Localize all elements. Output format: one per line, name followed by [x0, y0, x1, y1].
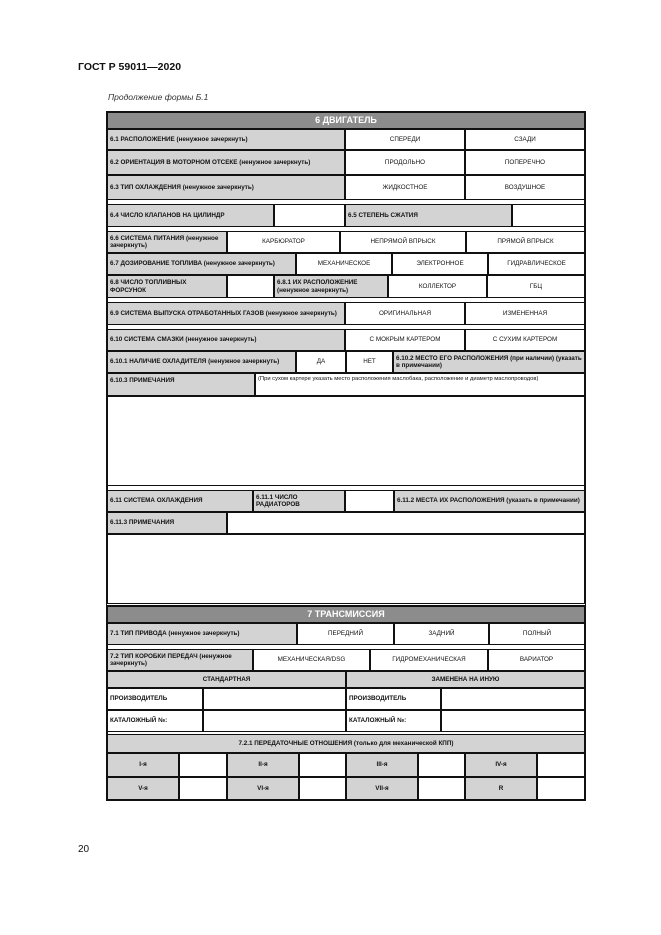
gear-3-label: III-я	[346, 753, 418, 777]
section-header-transmission: 7 ТРАНСМИССИЯ	[107, 606, 585, 623]
gear-5-label: V-я	[107, 777, 179, 800]
exhaust-modified-option[interactable]: ИЗМЕНЕННАЯ	[465, 302, 585, 325]
gear-7-ratio-input[interactable]	[418, 777, 465, 800]
engine-orientation-label: 6.2 ОРИЕНТАЦИЯ В МОТОРНОМ ОТСЕКЕ (ненужное зачеркнуть)	[107, 150, 345, 175]
oil-cooler-presence-label: 6.10.1 НАЛИЧИЕ ОХЛАДИТЕЛЯ (ненужное зачеркнуть)	[107, 351, 296, 373]
radiators-count-label: 6.11.1 ЧИСЛО РАДИАТОРОВ	[253, 490, 345, 512]
standard-manufacturer-label: ПРОИЗВОДИТЕЛЬ	[107, 688, 203, 710]
gearbox-manual-dsg-option[interactable]: МЕХАНИЧЕСКАЯ/DSG	[253, 649, 370, 671]
engine-location-rear-option[interactable]: СЗАДИ	[465, 129, 585, 150]
gearbox-automatic-option[interactable]: ГИДРОМЕХАНИЧЕСКАЯ	[370, 649, 488, 671]
lubrication-dry-sump-option[interactable]: С СУХИМ КАРТЕРОМ	[465, 329, 585, 351]
replaced-manufacturer-label: ПРОИЗВОДИТЕЛЬ	[346, 688, 441, 710]
gear-1-ratio-input[interactable]	[179, 753, 227, 777]
injectors-location-label: 6.8.1 ИХ РАСПОЛОЖЕНИЕ (ненужное зачеркнуть)	[274, 275, 388, 298]
gear-2-label: II-я	[227, 753, 299, 777]
section-header-engine: 6 ДВИГАТЕЛЬ	[107, 112, 585, 129]
cooling-type-label: 6.3 ТИП ОХЛАЖДЕНИЯ (ненужное зачеркнуть)	[107, 175, 345, 200]
exhaust-system-label: 6.9 СИСТЕМА ВЫПУСКА ОТРАБОТАННЫХ ГАЗОВ (ненужное зачеркнуть)	[107, 302, 345, 325]
document-id: ГОСТ Р 59011—2020	[78, 61, 182, 73]
reverse-gear-ratio-input[interactable]	[537, 777, 585, 800]
cooling-notes-textarea[interactable]	[107, 534, 585, 604]
fuel-system-label: 6.6 СИСТЕМА ПИТАНИЯ (ненужное зачеркнуть)	[107, 231, 227, 253]
fuel-dosing-electronic-option[interactable]: ЭЛЕКТРОННОЕ	[392, 253, 488, 275]
gearbox-type-label: 7.2 ТИП КОРОБКИ ПЕРЕДАЧ (ненужное зачеркнуть)	[107, 649, 253, 671]
notes-label: 6.10.3 ПРИМЕЧАНИЯ	[107, 373, 255, 396]
gearbox-cvt-option[interactable]: ВАРИАТОР	[488, 649, 585, 671]
standard-manufacturer-input[interactable]	[203, 688, 346, 710]
gear-4-ratio-input[interactable]	[537, 753, 585, 777]
injectors-cylinder-head-option[interactable]: ГБЦ	[487, 275, 585, 298]
engine-orientation-transverse-option[interactable]: ПОПЕРЕЧНО	[465, 150, 585, 175]
injectors-count-label: 6.8 ЧИСЛО ТОПЛИВНЫХ ФОРСУНОК	[107, 275, 227, 298]
fuel-dosing-mechanical-option[interactable]: МЕХАНИЧЕСКОЕ	[296, 253, 392, 275]
drive-type-all-wheel-option[interactable]: ПОЛНЫЙ	[489, 623, 585, 645]
gear-1-label: I-я	[107, 753, 179, 777]
cooling-type-air-option[interactable]: ВОЗДУШНОЕ	[465, 175, 585, 200]
gear-6-ratio-input[interactable]	[299, 777, 346, 800]
drive-type-label: 7.1 ТИП ПРИВОДА (ненужное зачеркнуть)	[107, 623, 297, 645]
fuel-system-carburetor-option[interactable]: КАРБЮРАТОР	[227, 231, 340, 253]
standard-gearbox-header: СТАНДАРТНАЯ	[107, 671, 346, 688]
gear-5-ratio-input[interactable]	[179, 777, 227, 800]
fuel-dosing-label: 6.7 ДОЗИРОВАНИЕ ТОПЛИВА (ненужное зачеркнуть)	[107, 253, 296, 275]
replaced-gearbox-header: ЗАМЕНЕНА НА ИНУЮ	[346, 671, 585, 688]
oil-cooler-yes-option[interactable]: ДА	[296, 351, 346, 373]
notes-textarea[interactable]	[107, 396, 585, 486]
radiators-location-label: 6.11.2 МЕСТА ИХ РАСПОЛОЖЕНИЯ (указать в примечании)	[394, 490, 585, 512]
gear-6-label: VI-я	[227, 777, 299, 800]
cooling-notes-label: 6.11.3 ПРИМЕЧАНИЯ	[107, 512, 227, 534]
engine-location-label: 6.1 РАСПОЛОЖЕНИЕ (ненужное зачеркнуть)	[107, 129, 345, 150]
injectors-count-input[interactable]	[227, 275, 274, 298]
notes-hint: (При сухом картере указать место расположения маслобака, расположение и диаметр маслопроводов)	[255, 373, 585, 396]
oil-cooler-location-label: 6.10.2 МЕСТО ЕГО РАСПОЛОЖЕНИЯ (при наличии) (указать в примечании)	[393, 351, 585, 373]
radiators-count-input[interactable]	[345, 490, 394, 512]
gear-7-label: VII-я	[346, 777, 418, 800]
compression-ratio-input[interactable]	[512, 204, 585, 227]
engine-location-front-option[interactable]: СПЕРЕДИ	[345, 129, 465, 150]
reverse-gear-label: R	[465, 777, 537, 800]
compression-ratio-label: 6.5 СТЕПЕНЬ СЖАТИЯ	[345, 204, 512, 227]
replaced-catalog-number-label: КАТАЛОЖНЫЙ №:	[346, 710, 441, 732]
fuel-system-direct-injection-option[interactable]: ПРЯМОЙ ВПРЫСК	[466, 231, 585, 253]
drive-type-front-option[interactable]: ПЕРЕДНИЙ	[297, 623, 394, 645]
drive-type-rear-option[interactable]: ЗАДНИЙ	[394, 623, 489, 645]
standard-catalog-number-label: КАТАЛОЖНЫЙ №:	[107, 710, 203, 732]
fuel-system-indirect-injection-option[interactable]: НЕПРЯМОЙ ВПРЫСК	[340, 231, 466, 253]
oil-cooler-no-option[interactable]: НЕТ	[346, 351, 393, 373]
page-number: 20	[78, 844, 90, 855]
injectors-manifold-option[interactable]: КОЛЛЕКТОР	[388, 275, 487, 298]
gear-3-ratio-input[interactable]	[418, 753, 465, 777]
cooling-system-label: 6.11 СИСТЕМА ОХЛАЖДЕНИЯ	[107, 490, 253, 512]
fuel-dosing-hydraulic-option[interactable]: ГИДРАВЛИЧЕСКОЕ	[488, 253, 585, 275]
replaced-manufacturer-input[interactable]	[441, 688, 585, 710]
replaced-catalog-number-input[interactable]	[441, 710, 585, 732]
valves-per-cylinder-input[interactable]	[274, 204, 345, 227]
cooling-notes-input[interactable]	[227, 512, 585, 534]
engine-orientation-longitudinal-option[interactable]: ПРОДОЛЬНО	[345, 150, 465, 175]
gear-ratios-header: 7.2.1 ПЕРЕДАТОЧНЫЕ ОТНОШЕНИЯ (только для механической КПП)	[107, 734, 585, 753]
lubrication-wet-sump-option[interactable]: С МОКРЫМ КАРТЕРОМ	[345, 329, 465, 351]
exhaust-original-option[interactable]: ОРИГИНАЛЬНАЯ	[345, 302, 465, 325]
cooling-type-liquid-option[interactable]: ЖИДКОСТНОЕ	[345, 175, 465, 200]
valves-per-cylinder-label: 6.4 ЧИСЛО КЛАПАНОВ НА ЦИЛИНДР	[107, 204, 274, 227]
gear-4-label: IV-я	[465, 753, 537, 777]
standard-catalog-number-input[interactable]	[203, 710, 346, 732]
gear-2-ratio-input[interactable]	[299, 753, 346, 777]
lubrication-system-label: 6.10 СИСТЕМА СМАЗКИ (ненужное зачеркнуть)	[107, 329, 345, 351]
form-continuation-caption: Продолжение формы Б.1	[108, 92, 209, 102]
